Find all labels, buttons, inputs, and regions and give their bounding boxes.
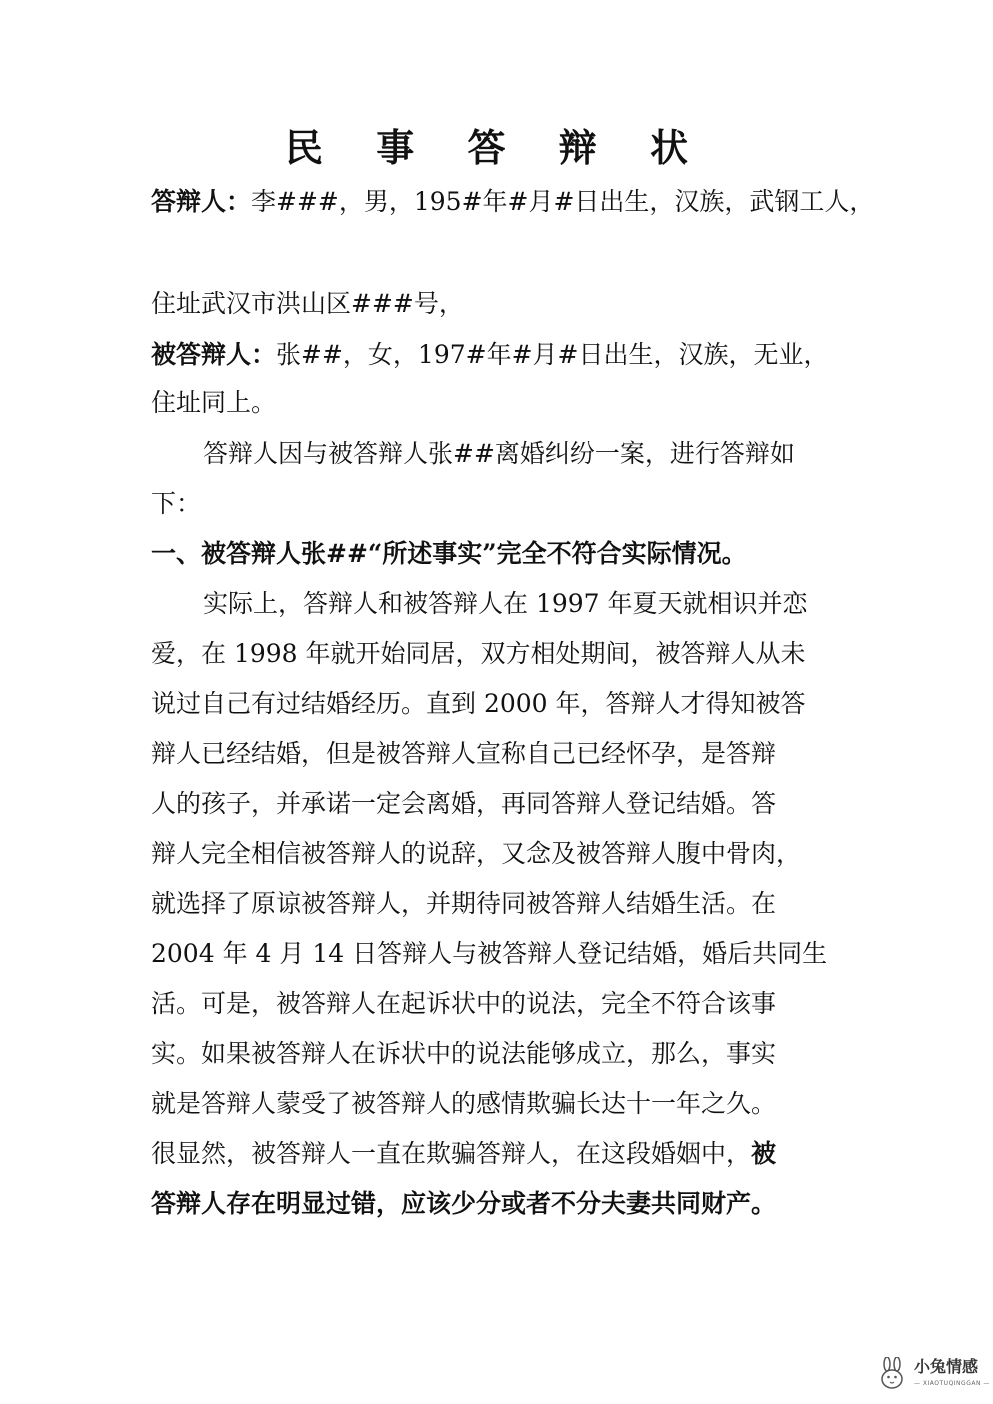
plaintiff-label: 被答辩人： <box>151 340 277 369</box>
body-line: 2004 年 4 月 14 日答辩人与被答辩人登记结婚，婚后共同生 <box>151 939 828 968</box>
respondent-info: 李###，男，195#年#月#日出生，汉族，武钢工人， <box>251 187 875 216</box>
respondent-line <box>151 182 874 222</box>
body-line: 人的孩子，并承诺一定会离婚，再同答辩人登记结婚。答 <box>151 789 777 818</box>
body-text: 很显然，被答辩人一直在欺骗答辩人，在这段婚姻中， <box>151 1139 752 1168</box>
body-line <box>151 1134 776 1174</box>
conclusion-line: 答辩人存在明显过错，应该少分或者不分夫妻共同财产。 <box>151 1189 777 1218</box>
watermark-subtitle: — XIAOTUQINGGAN — <box>914 1380 990 1387</box>
body-bold-text: 被 <box>751 1139 777 1168</box>
plaintiff-address: 住址同上。 <box>151 388 277 417</box>
body-line: 辩人完全相信被答辩人的说辞，又念及被答辩人腹中骨肉， <box>151 839 802 868</box>
intro-line: 下： <box>151 489 202 518</box>
respondent-address: 住址武汉市洪山区###号， <box>151 289 464 318</box>
watermark <box>876 1355 990 1399</box>
document-title: 民 事 答 辩 状 <box>285 125 708 170</box>
body-line: 实。如果被答辩人在诉状中的说法能够成立，那么，事实 <box>151 1039 777 1068</box>
plaintiff-line <box>151 335 828 375</box>
body-line: 爱，在 1998 年就开始同居，双方相处期间，被答辩人从未 <box>151 639 806 668</box>
respondent-label: 答辩人： <box>151 187 252 216</box>
rabbit-logo-icon <box>876 1357 908 1393</box>
section-heading: 一、被答辩人张##“所述事实”完全不符合实际情况。 <box>151 539 747 568</box>
body-line: 辩人已经结婚，但是被答辩人宣称自己已经怀孕，是答辩 <box>151 739 777 768</box>
plaintiff-info: 张##，女，197#年#月#日出生，汉族，无业， <box>276 340 829 369</box>
body-line: 就选择了原谅被答辩人，并期待同被答辩人结婚生活。在 <box>151 889 777 918</box>
body-line: 就是答辩人蒙受了被答辩人的感情欺骗长达十一年之久。 <box>151 1089 777 1118</box>
body-line: 说过自己有过结婚经历。直到 2000 年，答辩人才得知被答 <box>151 689 806 718</box>
body-line: 实际上，答辩人和被答辩人在 1997 年夏天就相识并恋 <box>203 589 808 618</box>
watermark-title: 小兔情感 <box>914 1357 979 1376</box>
intro-line: 答辩人因与被答辩人张##离婚纠纷一案，进行答辩如 <box>203 439 795 468</box>
body-line: 活。可是，被答辩人在起诉状中的说法，完全不符合该事 <box>151 989 777 1018</box>
